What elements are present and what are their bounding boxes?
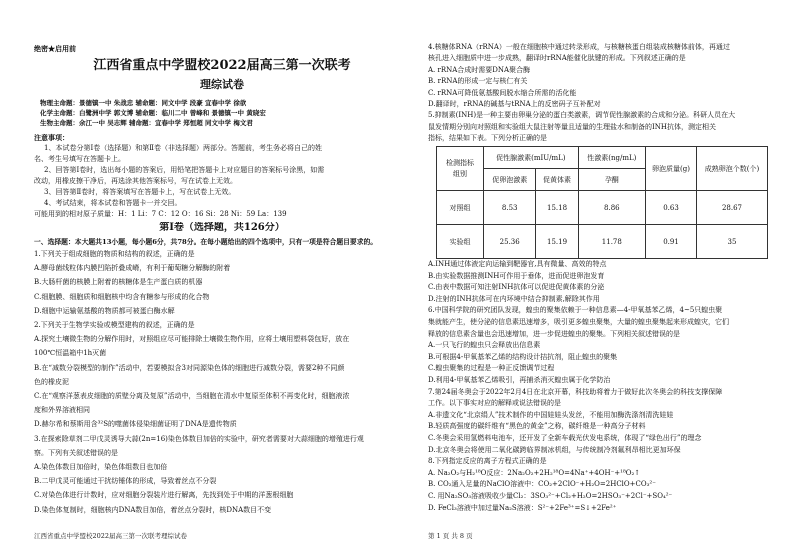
question-line: 指标，结果如下表。下列分析正确的是 — [428, 134, 547, 143]
question-line: A. rRNA合成时需要DNA聚合酶 — [428, 65, 531, 74]
footer-page-number: 第 1 页 共 8 页 — [428, 532, 473, 540]
table-cell: 0.63 — [646, 191, 697, 225]
question-line: 2.下列关于生物学实验或模型建构的叙述，正确的是 — [34, 321, 195, 329]
question-line: B.在“减数分裂模型的制作”活动中，若要模拟含3对同源染色体的细胞进行减数分裂，需要2种不同颜 — [34, 363, 345, 372]
table-head-follicle-count: 成熟卵泡个数(个) — [697, 147, 768, 191]
table-cell: 28.67 — [697, 191, 768, 225]
table-cell: 15.18 — [536, 191, 578, 225]
question-line: A.一只飞行的蝗虫只会释放出信息素 — [428, 341, 541, 350]
question-line: 5.抑制素(INH)是一种主要由卵巢分泌的蛋白类激素，调节促性腺激素的合成和分泌。科研人员在大 — [428, 111, 736, 120]
note-line: 1、本试卷分第Ⅰ卷（选择题）和第Ⅱ卷（非选择题）两部分。答题前，考生务必将自己的姓 — [44, 144, 322, 152]
exam-title: 江西省重点中学盟校2022届高三第一次联考 — [93, 58, 351, 73]
question-line: 色的橡皮泥 — [34, 377, 69, 386]
table-cell: 0.91 — [646, 225, 697, 259]
question-line: B.可根据4-甲氧基苯乙烯的结构设计拮抗剂，阻止蝗虫的聚集 — [428, 352, 618, 361]
question-line: A.染色体数目加倍时，染色体组数目也加倍 — [34, 463, 168, 471]
footer-left: 江西省重点中学盟校2022届高三第一次联考理综试卷 — [34, 532, 188, 540]
table-head-sex-hormone: 性激素(ng/mL) — [578, 147, 645, 169]
question-line: C. 用Na₂SO₃溶液吸收少量Cl₂：3SO₃²⁻+Cl₂+H₂O=2HSO₃⁻+2Cl⁻+SO₄²⁻ — [428, 492, 673, 500]
table-head-gonadotropin: 促性腺激素(mIU/mL) — [484, 147, 579, 169]
notes-heading: 注意事项： — [34, 133, 69, 142]
table-cell: 35 — [697, 225, 768, 259]
question-line: B.由实验数据推测INH可作用于垂体，进而促进卵泡发育 — [428, 271, 605, 280]
question-line: 3.在探索除草剂二甲戊灵诱导大蒜(2n=16)染色体数目加倍的实验中，研究者需要对大蒜细胞的增殖进行观 — [34, 434, 364, 443]
table-cell: 实验组 — [437, 225, 484, 259]
question-line: C.蝗虫聚集的过程是一种正反馈调节过程 — [428, 364, 555, 373]
question-line: A.酵母菌线粒体内膜凹陷折叠成嵴，有利于葡萄糖分解酶的附着 — [34, 264, 231, 273]
table-cell: 8.86 — [578, 191, 645, 225]
question-line: 集就能产生，使分泌的信息素迅速增多，吸引更多蝗虫聚集，大量的蝗虫聚集起来形成蝗灾，它们 — [428, 318, 729, 326]
staff-line: 化学主命题：白鹭洲中学 郭文博 辅命题：临川二中 曾峰和 景德镇一中 黄晓宏 — [40, 109, 266, 117]
question-line: C.冬奥会采用氢燃料电池车，还开发了全新车载光伏发电系统，体现了“绿色出行”的理念 — [428, 434, 702, 442]
question-line: C.由表中数据可知注射INH抗体可以促进促黄体素的分泌 — [428, 283, 605, 292]
table-cell: 8.53 — [484, 191, 536, 225]
staff-line: 物理主命题：景德镇一中 朱战忠 辅命题：同文中学 段豪 宜春中学 徐欲 — [40, 99, 247, 107]
table-head-follicle-mass: 卵泡质量(g) — [646, 147, 697, 191]
exam-subtitle: 理综试卷 — [200, 78, 244, 91]
table-cell: 11.78 — [578, 225, 645, 259]
question-line: 鼠发情期分别向对照组和实验组大鼠注射等量且适量的生理盐水和制备的INH抗体，测定相关 — [428, 122, 716, 131]
table-head-group: 检测指标 组别 — [437, 147, 484, 191]
question-line: C.对染色体进行计数时，应对细胞分裂装片进行解离，先找到处于中期的洋葱根细胞 — [34, 491, 294, 500]
question-line: A.非遗文化“北京绢人”技术制作的中国娃娃头发丝，不能用加酶洗涤剂清洗娃娃 — [428, 410, 674, 419]
question-line: D.细胞中运输氨基酸的物质都可被蛋白酶水解 — [34, 306, 175, 315]
question-line: 1.下列关于组成细胞的物质和结构的叙述，正确的是 — [34, 250, 195, 258]
question-line: 工作。以下事实对应的解释或说法错误的是 — [428, 399, 561, 408]
question-line: 8.下列指定反应的离子方程式正确的是 — [428, 457, 547, 466]
question-line: D. FeCl₃溶液中加过量Na₂S溶液：S²⁻+2Fe³⁺=S↓+2Fe²⁺ — [428, 503, 617, 512]
note-line: 名、考生号填写在答题卡上。 — [34, 155, 125, 163]
question-line: 核孔进入细胞质中进一步成熟，翻译时rRNA能催化肽键的形成。下列叙述正确的是 — [428, 54, 686, 63]
table-cell: 25.36 — [484, 225, 536, 259]
question-line: B.二甲戊灵可能通过干扰纺锤体的形成，导致着丝点不分裂 — [34, 477, 217, 486]
question-line: C. rRNA可降低氨基酸间脱水缩合所需的活化能 — [428, 88, 577, 97]
question-line: D.北京冬奥会将使用二氧化碳跨临界制冰机组，与传统制冷剂氟利昂相比更加环保 — [428, 445, 681, 454]
question-line: 释放的信息素含量也会迅速增加，进一步促进蝗虫的聚集。下列相关叙述错误的是 — [428, 329, 680, 338]
note-line: 3、回答第Ⅱ卷时，将答案填写在答题卡上，写在试卷上无效。 — [44, 188, 236, 196]
staff-line: 生物主命题：余江一中 吴志辉 辅命题：宜春中学 郑恒超 同文中学 梅文君 — [40, 119, 253, 127]
note-line: 2、回答第Ⅰ卷时，选出每小题的答案后，用铅笔把答题卡上对应题目的答案标号涂黑，如需 — [44, 166, 325, 174]
question-line: D.赫尔希和蔡斯用含³²S的噬菌体侵染细菌证明了DNA是遗传物质 — [34, 420, 237, 429]
question-line: 6.中国科学院的研究团队发现，蝗虫的聚集依赖于一种信息素—4-甲氧基苯乙烯，4~5只蝗虫聚 — [428, 306, 723, 315]
table-cell: 对照组 — [437, 191, 484, 225]
question-line: 4.核糖体RNA（rRNA）一般在细胞核中通过转录形成，与核糖核蛋白组装成核糖体前体，再通过 — [428, 43, 730, 51]
table-row — [437, 191, 768, 225]
question-line: 7.第24届冬奥会于2022年2月4日在北京开幕，科技助将着力于做好此次冬奥会的科技支撑保障 — [428, 387, 723, 396]
table-row — [437, 225, 768, 259]
note-line: 改动，用橡皮擦干净后，再选涂其他答案标号，写在试卷上无效。 — [34, 177, 237, 185]
question-line: B. CO₂通入足量的NaClO溶液中：CO₂+2ClO⁻+H₂O=2HClO+CO₃²⁻ — [428, 480, 656, 489]
question-line: 度和外界溶液相同 — [34, 406, 90, 415]
question-line: D.利用4-甲氧基苯乙烯吸引，再捕杀消灭蝗虫属于化学防治 — [428, 376, 611, 384]
table-cell: 15.19 — [536, 225, 578, 259]
question-line: A.探究土壤微生物的分解作用时，对照组应尽可能排除土壤微生物作用，应将土壤用塑料袋包好，放在 — [34, 335, 350, 344]
question-line: 100℃恒温箱中1h灭菌 — [34, 349, 107, 358]
question-line: B.大肠杆菌的核膜上附着的核糖体是生产蛋白质的机器 — [34, 278, 203, 287]
question-line: B. rRNA的形成一定与核仁有关 — [428, 77, 528, 86]
question-line: D.染色体复制时，细胞核内DNA数目加倍，着丝点分裂时，核DNA数目不变 — [34, 505, 272, 514]
question-line: D.注射的INH抗体可在内环境中结合抑制素,解除其作用 — [428, 294, 600, 303]
question-line: 察。下列有关叙述错误的是 — [34, 448, 118, 457]
secret-label: 绝密★启用前 — [34, 44, 76, 53]
question-line: C.细胞膜、细胞质和细胞核中均含有糖参与形成的化合物 — [34, 292, 210, 301]
note-line: 4、考试结束，将本试卷和答题卡一并交回。 — [44, 199, 182, 207]
question-line: B.轻质高强度的碳纤维有“黑色的黄金”之称，碳纤维是一种高分子材料 — [428, 422, 646, 431]
question-line: A. Na₂O₂与H₂¹⁸O反应：2Na₂O₂+2H₂¹⁸O=4Na⁺+4OH⁻+¹⁸O₂↑ — [428, 468, 641, 477]
section-intro: 一、选择题：本大题共13小题，每小题6分，共78分。在每小题给出的四个选项中，只有一项是符合题目要求的。 — [34, 238, 378, 246]
hormone-table — [436, 146, 768, 259]
table-head-progesterone: 孕酮 — [578, 169, 645, 191]
question-line: C.在“观察洋葱表皮细胞的质壁分离及复原”活动中，当细胞在清水中复原至体积不再变化时，细胞液浓 — [34, 392, 350, 400]
question-line: D.翻译时，rRNA的碱基与tRNA上的反密码子互补配对 — [428, 100, 601, 108]
atomic-mass-line: 可能用到的相对原子质量：H：1 Li：7 C：12 O：16 Si：28 Ni：59 La：139 — [34, 210, 287, 218]
question-line: A.INH通过体液定向运输到靶器官,具有微量、高效的特点 — [428, 260, 607, 268]
table-head-lh: 促黄体素 — [536, 169, 578, 191]
section-title: 第Ⅰ卷（选择题，共126分） — [159, 222, 285, 233]
table-head-fsh: 促卵泡激素 — [484, 169, 536, 191]
